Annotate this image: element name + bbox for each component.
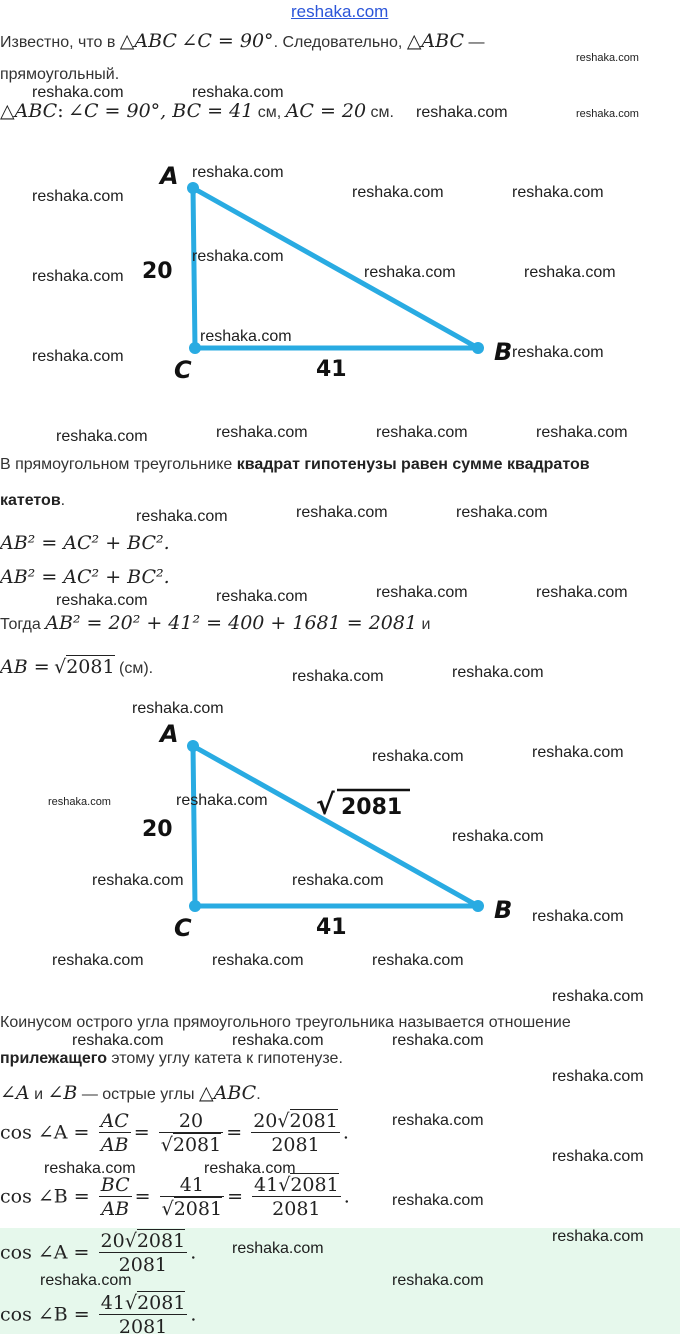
label-a-2: A bbox=[160, 720, 179, 748]
intro-text-b: . Следовательно, bbox=[273, 34, 407, 51]
acute-tri: △ABC bbox=[199, 1082, 257, 1104]
formula-1: AB² = AC² + BC². bbox=[0, 532, 170, 554]
given-colon: : bbox=[57, 100, 64, 122]
watermark: reshaka.com bbox=[452, 828, 544, 845]
watermark: reshaka.com bbox=[576, 108, 639, 120]
acute-b: ∠B bbox=[47, 1082, 78, 1104]
watermark: reshaka.com bbox=[212, 952, 304, 969]
dash: — bbox=[464, 34, 485, 51]
cos-b-frac-1: $\frac{BC}{AB}$ bbox=[100, 1174, 130, 1220]
pythagoras-bold: квадрат гипотенузы равен сумме квадратов bbox=[236, 456, 590, 473]
pythagoras-bold-2: катетов bbox=[0, 492, 61, 509]
watermark: reshaka.com bbox=[192, 84, 284, 101]
angle-c: ∠C = 90° bbox=[181, 30, 274, 52]
answer-cos-b-lhs: cos ∠B = bbox=[0, 1303, 90, 1326]
watermark: reshaka.com bbox=[372, 748, 464, 765]
watermark: reshaka.com bbox=[352, 184, 444, 201]
ab-rad: 2081 bbox=[66, 656, 115, 678]
watermark: reshaka.com bbox=[536, 584, 628, 601]
acute-dash: — острые углы bbox=[77, 1086, 199, 1103]
watermark: reshaka.com bbox=[52, 952, 144, 969]
answer-cos-b: cos ∠B = $\frac{41√2081}{2081}$ . bbox=[0, 1292, 197, 1338]
watermark: reshaka.com bbox=[552, 1228, 644, 1245]
ab-lhs: AB = bbox=[0, 656, 50, 678]
label-a: A bbox=[160, 162, 179, 190]
cos-a-frac-3: $\frac{20√2081}{2081}$ bbox=[253, 1110, 338, 1156]
watermark: reshaka.com bbox=[512, 344, 604, 361]
watermark: reshaka.com bbox=[372, 952, 464, 969]
intro-text: Известно, что в bbox=[0, 34, 120, 51]
watermark: reshaka.com bbox=[452, 664, 544, 681]
watermark: reshaka.com bbox=[56, 592, 148, 609]
vertex-c-2 bbox=[189, 900, 201, 912]
watermark: reshaka.com bbox=[192, 164, 284, 181]
watermark: reshaka.com bbox=[132, 700, 224, 717]
then-expr: AB² = 20² + 41² = 400 + 1681 = 2081 bbox=[45, 612, 418, 634]
given-angle: ∠C = 90°, BC = 41 bbox=[68, 100, 254, 122]
given-line bbox=[0, 100, 394, 122]
watermark: reshaka.com bbox=[524, 264, 616, 281]
site-link[interactable]: reshaka.com bbox=[291, 2, 389, 21]
then-word: Тогда bbox=[0, 616, 46, 633]
side-cb-label-2: 41 bbox=[316, 915, 347, 940]
side-cb-label: 41 bbox=[316, 357, 347, 382]
pythagoras-text: В прямоугольном треугольнике bbox=[0, 456, 237, 473]
cos-def-rest: этому углу катета к гипотенузе. bbox=[106, 1050, 343, 1067]
vertex-b bbox=[472, 342, 484, 354]
tri-abc: △ABC bbox=[119, 30, 177, 52]
answer-cos-b-frac: $\frac{41√2081}{2081}$ bbox=[100, 1292, 186, 1338]
formula-2: AB² = AC² + BC². bbox=[0, 566, 170, 588]
watermark: reshaka.com bbox=[296, 504, 388, 521]
watermark: reshaka.com bbox=[532, 744, 624, 761]
watermark: reshaka.com bbox=[376, 424, 468, 441]
watermark: reshaka.com bbox=[392, 1272, 484, 1289]
watermark: reshaka.com bbox=[232, 1032, 324, 1049]
watermark: reshaka.com bbox=[292, 872, 384, 889]
watermark: reshaka.com bbox=[392, 1112, 484, 1129]
vertex-a bbox=[187, 182, 199, 194]
watermark: reshaka.com bbox=[292, 668, 384, 685]
watermark: reshaka.com bbox=[216, 588, 308, 605]
watermark: reshaka.com bbox=[136, 508, 228, 525]
watermark: reshaka.com bbox=[232, 1240, 324, 1257]
acute-a: ∠A bbox=[0, 1082, 30, 1104]
watermark: reshaka.com bbox=[44, 1160, 136, 1177]
cos-a-formula: cos ∠A = $\frac{AC}{AB}$ = $\frac{20}{√2081}$ = $\frac{20√2081}{2081}$ . bbox=[0, 1110, 349, 1156]
side-ac-label: 20 bbox=[142, 259, 173, 284]
hyp-label: 2081 bbox=[341, 795, 403, 820]
cos-a-frac-2: $\frac{20}{√2081}$ bbox=[160, 1110, 222, 1156]
cos-def-line-2 bbox=[0, 1050, 343, 1068]
cos-b-frac-2: $\frac{41}{√2081}$ bbox=[161, 1174, 223, 1220]
label-c: C bbox=[174, 356, 192, 384]
hyp-radical: √ bbox=[316, 788, 335, 821]
ab-sqrt: √2081 bbox=[54, 656, 115, 678]
cos-a-frac-1: $\frac{AC}{AB}$ bbox=[100, 1110, 129, 1156]
watermark: reshaka.com bbox=[532, 908, 624, 925]
intro-line bbox=[0, 30, 484, 52]
watermark: reshaka.com bbox=[32, 348, 124, 365]
watermark: reshaka.com bbox=[456, 504, 548, 521]
watermark: reshaka.com bbox=[176, 792, 268, 809]
answer-cos-a-frac: $\frac{20√2081}{2081}$ bbox=[100, 1230, 186, 1276]
watermark: reshaka.com bbox=[32, 188, 124, 205]
pythagoras-dot: . bbox=[60, 492, 66, 509]
watermark: reshaka.com bbox=[576, 52, 639, 64]
watermark: reshaka.com bbox=[552, 1148, 644, 1165]
tri-abc-2: △ABC bbox=[406, 30, 464, 52]
watermark: reshaka.com bbox=[392, 1192, 484, 1209]
watermark: reshaka.com bbox=[40, 1272, 132, 1289]
watermark: reshaka.com bbox=[416, 104, 508, 121]
watermark: reshaka.com bbox=[92, 872, 184, 889]
watermark: reshaka.com bbox=[32, 268, 124, 285]
label-b-2: B bbox=[494, 896, 513, 924]
given-cm2: см. bbox=[366, 104, 394, 121]
watermark: reshaka.com bbox=[552, 988, 644, 1005]
watermark: reshaka.com bbox=[216, 424, 308, 441]
watermark: reshaka.com bbox=[376, 584, 468, 601]
answer-cos-a-lhs: cos ∠A = bbox=[0, 1241, 90, 1264]
watermark: reshaka.com bbox=[512, 184, 604, 201]
watermark: reshaka.com bbox=[392, 1032, 484, 1049]
watermark: reshaka.com bbox=[200, 328, 292, 345]
pythagoras-line-1 bbox=[0, 456, 590, 474]
then-and: и bbox=[417, 616, 431, 633]
watermark: reshaka.com bbox=[364, 264, 456, 281]
watermark: reshaka.com bbox=[56, 428, 148, 445]
watermark: reshaka.com bbox=[536, 424, 628, 441]
watermark: reshaka.com bbox=[192, 248, 284, 265]
watermark: reshaka.com bbox=[552, 1068, 644, 1085]
given-tri: △ABC bbox=[0, 100, 58, 122]
intro-line-2: прямоугольный. bbox=[0, 66, 120, 83]
cos-def-bold: прилежащего bbox=[0, 1050, 107, 1067]
watermark: reshaka.com bbox=[204, 1160, 296, 1177]
answer-cos-a: cos ∠A = $\frac{20√2081}{2081}$ . bbox=[0, 1230, 197, 1276]
then-line bbox=[0, 612, 430, 634]
cos-b-formula: cos ∠B = $\frac{BC}{AB}$ = $\frac{41}{√2081}$ = $\frac{41√2081}{2081}$ . bbox=[0, 1174, 350, 1220]
ab-unit: (см). bbox=[114, 660, 154, 677]
ab-line bbox=[0, 656, 153, 678]
acute-line bbox=[0, 1082, 261, 1104]
given-ac: AC = 20 bbox=[285, 100, 367, 122]
watermark: reshaka.com bbox=[72, 1032, 164, 1049]
watermark: reshaka.com bbox=[32, 84, 124, 101]
acute-and: и bbox=[29, 1086, 48, 1103]
label-b: B bbox=[494, 338, 513, 366]
vertex-b-2 bbox=[472, 900, 484, 912]
watermark: reshaka.com bbox=[48, 796, 111, 808]
pythagoras-line-2 bbox=[0, 492, 65, 510]
side-ac-label-2: 20 bbox=[142, 817, 173, 842]
label-c-2: C bbox=[174, 914, 192, 942]
cos-b-lhs: cos ∠B = bbox=[0, 1185, 90, 1208]
given-cm1: см, bbox=[253, 104, 286, 121]
acute-dot: . bbox=[256, 1086, 261, 1103]
cos-def-line-1: Коинусом острого угла прямоугольного треугольника называется отношение bbox=[0, 1014, 571, 1031]
cos-a-lhs: cos ∠A = bbox=[0, 1121, 90, 1144]
vertex-a-2 bbox=[187, 740, 199, 752]
cos-b-frac-3: $\frac{41√2081}{2081}$ bbox=[254, 1174, 339, 1220]
triangle-figure-1 bbox=[140, 150, 540, 390]
